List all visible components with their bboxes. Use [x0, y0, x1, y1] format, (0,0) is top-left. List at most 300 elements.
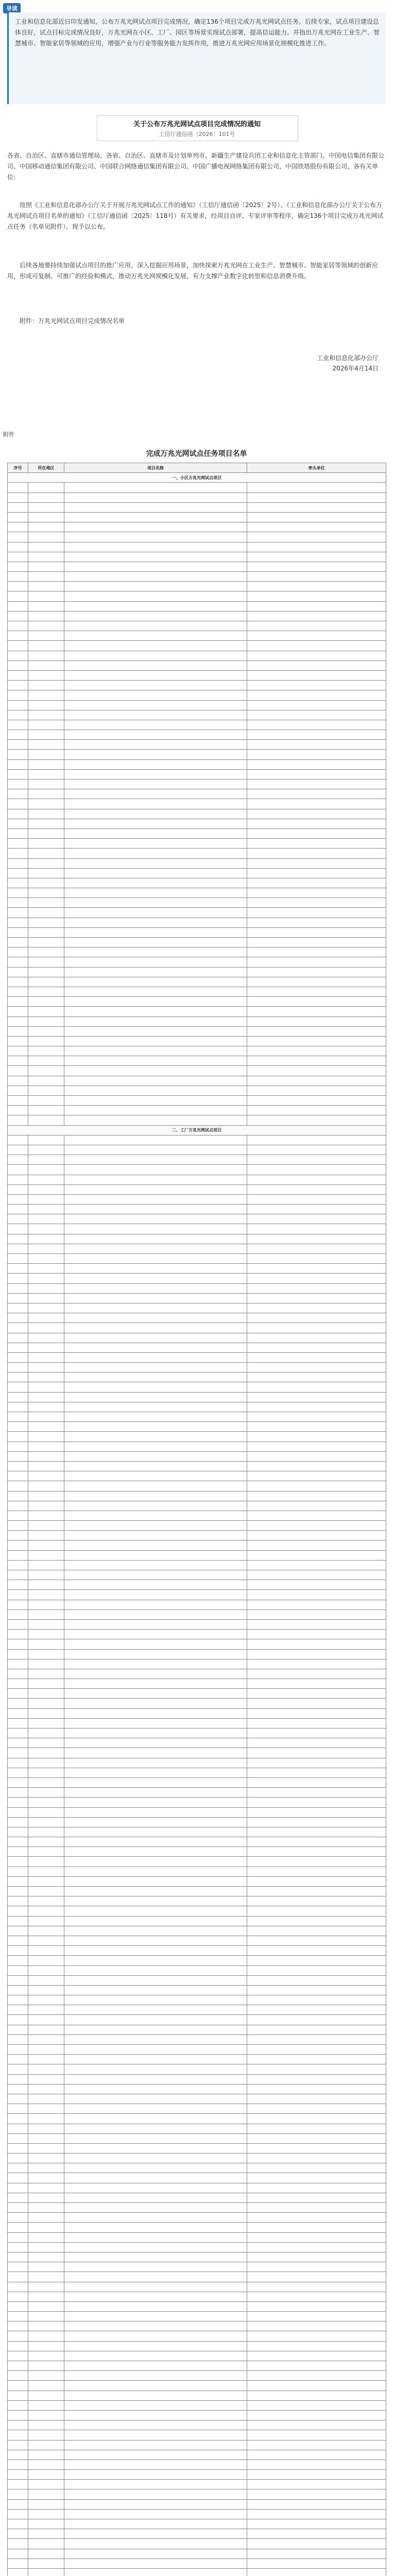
table-cell	[64, 839, 247, 849]
table-cell	[64, 828, 247, 838]
table-cell	[64, 2292, 247, 2301]
table-cell	[8, 878, 28, 888]
table-cell	[8, 2558, 28, 2568]
table-cell	[8, 1718, 28, 1728]
table-cell	[28, 2133, 64, 2143]
table-cell	[8, 2272, 28, 2282]
col-header-index: 序号	[8, 463, 28, 473]
table-row	[8, 1056, 386, 1066]
body-paragraph-2: 后续各地要持续加强试点项目的推广应用，深入挖掘应用场景，加快探索万兆光网在工业生产、智慧城市、智能家居等领域的创新应用，形成可复制、可推广的经验和模式，推动万兆光网规模化发展，有力支撑产业数字化转型和信息消费升级。	[7, 262, 379, 280]
table-cell	[247, 1343, 386, 1352]
table-cell	[8, 670, 28, 680]
table-cell	[8, 1906, 28, 1916]
table-row	[8, 1531, 386, 1540]
table-row	[8, 2480, 386, 2489]
table-cell	[28, 1718, 64, 1728]
table-cell	[8, 2104, 28, 2114]
table-row	[8, 1748, 386, 1758]
table-cell	[8, 1689, 28, 1699]
table-cell	[28, 1748, 64, 1758]
table-cell	[8, 2519, 28, 2529]
table-cell	[28, 908, 64, 918]
table-row	[8, 2529, 386, 2539]
table-row	[8, 2282, 386, 2292]
table-cell	[8, 2420, 28, 2430]
table-cell	[8, 769, 28, 779]
table-cell	[28, 2331, 64, 2341]
table-cell	[64, 681, 247, 690]
table-cell	[247, 720, 386, 730]
table-cell	[28, 839, 64, 849]
table-cell	[247, 1975, 386, 1985]
table-cell	[28, 2381, 64, 2391]
table-cell	[8, 1372, 28, 1382]
table-cell	[247, 1985, 386, 1995]
table-row	[8, 1936, 386, 1945]
table-cell	[64, 591, 247, 601]
table-cell	[8, 1491, 28, 1501]
table-cell	[247, 2015, 386, 2025]
table-cell	[8, 1590, 28, 1600]
table-cell	[28, 522, 64, 532]
table-cell	[64, 2203, 247, 2213]
project-table	[7, 463, 386, 2576]
table-cell	[64, 1965, 247, 1975]
table-cell	[28, 483, 64, 493]
table-cell	[247, 2529, 386, 2539]
table-cell	[28, 1343, 64, 1352]
table-cell	[64, 1649, 247, 1659]
table-cell	[247, 779, 386, 789]
table-cell	[64, 493, 247, 502]
table-row	[8, 2124, 386, 2133]
table-cell	[28, 1708, 64, 1718]
table-cell	[8, 858, 28, 868]
table-cell	[247, 1372, 386, 1382]
table-cell	[64, 1985, 247, 1995]
attachment-label: 附件	[3, 431, 14, 438]
table-cell	[8, 1293, 28, 1303]
table-cell	[8, 710, 28, 720]
table-cell	[8, 1333, 28, 1343]
table-cell	[64, 2381, 247, 2391]
table-cell	[28, 2262, 64, 2272]
table-row	[8, 2321, 386, 2331]
table-row	[8, 1738, 386, 1748]
table-cell	[64, 1313, 247, 1323]
table-cell	[247, 1965, 386, 1975]
table-cell	[28, 878, 64, 888]
table-cell	[8, 908, 28, 918]
table-cell	[247, 1896, 386, 1906]
table-cell	[28, 1619, 64, 1629]
table-cell	[28, 1777, 64, 1787]
table-cell	[28, 2450, 64, 2460]
table-cell	[247, 1066, 386, 1076]
table-cell	[8, 641, 28, 651]
table-cell	[247, 2193, 386, 2202]
table-cell	[64, 2104, 247, 2114]
table-cell	[28, 1372, 64, 1382]
table-cell	[28, 1699, 64, 1708]
table-cell	[28, 2499, 64, 2509]
table-cell	[8, 2045, 28, 2055]
table-cell	[247, 1135, 386, 1145]
table-cell	[28, 1165, 64, 1175]
notice-title: 关于公布万兆光网试点项目完成情况的通知	[133, 121, 261, 128]
table-cell	[8, 1066, 28, 1076]
table-row	[8, 1145, 386, 1155]
table-cell	[28, 1194, 64, 1204]
table-row	[8, 2064, 386, 2074]
table-row	[8, 1679, 386, 1689]
table-row	[8, 621, 386, 631]
table-cell	[64, 888, 247, 898]
table-cell	[247, 1491, 386, 1501]
table-cell	[8, 1936, 28, 1945]
table-cell	[8, 1758, 28, 1768]
table-row	[8, 977, 386, 987]
table-cell	[64, 759, 247, 769]
table-row	[8, 1135, 386, 1145]
table-cell	[28, 1965, 64, 1975]
table-cell	[64, 1115, 247, 1125]
table-row	[8, 2025, 386, 2035]
table-row	[8, 1086, 386, 1095]
table-cell	[247, 1906, 386, 1916]
table-cell	[28, 2084, 64, 2094]
table-cell	[28, 1788, 64, 1798]
table-row	[8, 1580, 386, 1590]
table-row	[8, 1036, 386, 1046]
table-cell	[28, 809, 64, 819]
table-cell	[247, 2371, 386, 2381]
table-row	[8, 1115, 386, 1125]
table-cell	[8, 2509, 28, 2519]
table-cell	[247, 562, 386, 571]
table-cell	[8, 2074, 28, 2084]
table-row	[8, 1016, 386, 1026]
table-cell	[64, 2213, 247, 2223]
table-cell	[64, 542, 247, 552]
table-cell	[247, 1807, 386, 1817]
table-row	[8, 2262, 386, 2272]
table-row	[8, 2193, 386, 2202]
table-cell	[64, 1076, 247, 1086]
table-cell	[8, 2114, 28, 2124]
table-cell	[8, 997, 28, 1007]
table-cell	[64, 611, 247, 621]
table-cell	[247, 2381, 386, 2391]
table-cell	[8, 1481, 28, 1491]
table-cell	[8, 2499, 28, 2509]
table-cell	[64, 1283, 247, 1293]
table-cell	[28, 1857, 64, 1867]
table-cell	[64, 1333, 247, 1343]
table-cell	[8, 1106, 28, 1115]
table-row	[8, 2015, 386, 2025]
table-cell	[64, 809, 247, 819]
table-row	[8, 809, 386, 819]
table-cell	[8, 1857, 28, 1867]
table-row	[8, 1392, 386, 1402]
table-cell	[8, 2015, 28, 2025]
table-cell	[8, 1837, 28, 1847]
table-cell	[247, 700, 386, 710]
table-cell	[247, 1926, 386, 1936]
table-cell	[64, 1777, 247, 1787]
table-cell	[64, 720, 247, 730]
table-row	[8, 1491, 386, 1501]
table-row	[8, 2252, 386, 2262]
table-cell	[64, 2163, 247, 2173]
table-cell	[64, 1501, 247, 1511]
attachment-title: 完成万兆光网试点任务项目名单	[146, 450, 247, 458]
table-row	[8, 1827, 386, 1837]
table-cell	[28, 938, 64, 947]
table-row	[8, 1194, 386, 1204]
table-cell	[28, 2163, 64, 2173]
table-cell	[28, 858, 64, 868]
table-cell	[64, 2312, 247, 2321]
attachment-sheet	[7, 443, 386, 2576]
table-cell	[8, 1313, 28, 1323]
table-cell	[8, 977, 28, 987]
table-cell	[247, 1392, 386, 1402]
table-cell	[28, 2351, 64, 2361]
table-cell	[8, 2568, 28, 2576]
table-cell	[64, 1827, 247, 1837]
table-cell	[247, 2173, 386, 2183]
table-row	[8, 1333, 386, 1343]
table-cell	[64, 2232, 247, 2242]
table-row	[8, 2331, 386, 2341]
table-cell	[247, 878, 386, 888]
table-cell	[64, 2064, 247, 2074]
table-cell	[28, 1580, 64, 1590]
table-row	[8, 1689, 386, 1699]
table-row	[8, 2440, 386, 2450]
table-cell	[8, 572, 28, 582]
table-cell	[64, 1758, 247, 1768]
table-cell	[247, 1382, 386, 1392]
table-row	[8, 2361, 386, 2371]
table-cell	[64, 1550, 247, 1560]
table-cell	[8, 868, 28, 878]
table-row	[8, 2489, 386, 2499]
table-cell	[247, 828, 386, 838]
table-cell	[247, 2154, 386, 2163]
table-cell	[28, 1807, 64, 1817]
table-cell	[64, 660, 247, 670]
table-cell	[8, 1303, 28, 1313]
table-cell	[247, 542, 386, 552]
table-cell	[247, 918, 386, 927]
table-cell	[8, 611, 28, 621]
section-row	[8, 473, 386, 483]
table-cell	[28, 1026, 64, 1036]
table-cell	[8, 1155, 28, 1165]
table-row	[8, 1718, 386, 1728]
table-cell	[247, 1016, 386, 1026]
table-cell	[247, 849, 386, 858]
table-row	[8, 997, 386, 1007]
table-cell	[64, 1906, 247, 1916]
table-cell	[8, 2529, 28, 2539]
table-cell	[64, 572, 247, 582]
table-row	[8, 1807, 386, 1817]
table-cell	[8, 2084, 28, 2094]
table-cell	[28, 1046, 64, 1056]
table-cell	[28, 1491, 64, 1501]
table-row	[8, 572, 386, 582]
table-body	[8, 473, 386, 2576]
table-cell	[247, 2232, 386, 2242]
table-cell	[8, 2262, 28, 2272]
table-cell	[247, 1788, 386, 1798]
table-cell	[247, 2509, 386, 2519]
table-row	[8, 839, 386, 849]
table-cell	[8, 1096, 28, 1106]
table-cell	[8, 1867, 28, 1876]
table-cell	[8, 1876, 28, 1886]
table-cell	[28, 2391, 64, 2400]
table-cell	[28, 2045, 64, 2055]
table-cell	[247, 601, 386, 611]
table-cell	[28, 1283, 64, 1293]
table-row	[8, 1066, 386, 1076]
table-cell	[8, 947, 28, 957]
table-cell	[28, 1333, 64, 1343]
table-cell	[28, 1817, 64, 1827]
table-row	[8, 1372, 386, 1382]
table-cell	[8, 938, 28, 947]
table-cell	[64, 2499, 247, 2509]
table-cell	[64, 2025, 247, 2035]
table-cell	[28, 2549, 64, 2558]
table-cell	[8, 2361, 28, 2371]
table-cell	[64, 483, 247, 493]
table-cell	[28, 1916, 64, 1926]
table-row	[8, 1540, 386, 1550]
table-cell	[8, 1679, 28, 1689]
table-row	[8, 1926, 386, 1936]
table-row	[8, 918, 386, 927]
table-cell	[8, 1630, 28, 1639]
table-cell	[247, 532, 386, 542]
table-cell	[247, 1175, 386, 1184]
table-cell	[64, 631, 247, 641]
table-cell	[64, 1372, 247, 1382]
table-cell	[247, 2124, 386, 2133]
table-cell	[8, 1363, 28, 1372]
table-cell	[28, 1076, 64, 1086]
table-cell	[247, 1570, 386, 1580]
table-cell	[8, 1768, 28, 1777]
table-row	[8, 799, 386, 809]
table-cell	[247, 1471, 386, 1481]
table-cell	[8, 1165, 28, 1175]
body-paragraph-1: 按照《工业和信息化部办公厅关于开展万兆光网试点工作的通知》（工信厅通信函〔2025〕2号）、《工业和信息化部办公厅关于公布万兆光网试点项目名单的通知》（工信厅通信函〔2025〕118号）有关要求，经项目自评、专家评审等程序，确定136个项目完成万兆光网试点任务（名单见附件）。现予以公布。	[7, 201, 384, 230]
table-cell	[8, 1254, 28, 1264]
table-cell	[8, 2301, 28, 2311]
table-cell	[64, 2450, 247, 2460]
table-cell	[247, 1214, 386, 1224]
table-cell	[247, 2499, 386, 2509]
table-cell	[8, 2025, 28, 2035]
table-cell	[64, 2371, 247, 2381]
table-cell	[8, 483, 28, 493]
table-cell	[64, 2124, 247, 2133]
table-cell	[247, 2450, 386, 2460]
table-cell	[8, 1007, 28, 1016]
table-cell	[28, 1847, 64, 1857]
table-cell	[8, 2055, 28, 2064]
table-row	[8, 2232, 386, 2242]
table-cell	[8, 1798, 28, 1807]
table-cell	[8, 1965, 28, 1975]
table-cell	[247, 1511, 386, 1520]
table-cell	[64, 2173, 247, 2183]
table-row	[8, 2351, 386, 2361]
table-cell	[28, 660, 64, 670]
table-row	[8, 2183, 386, 2193]
table-cell	[64, 670, 247, 680]
table-cell	[64, 849, 247, 858]
table-cell	[247, 759, 386, 769]
table-cell	[64, 1531, 247, 1540]
table-cell	[28, 1659, 64, 1669]
table-cell	[8, 2005, 28, 2015]
table-cell	[8, 1382, 28, 1392]
table-cell	[247, 1194, 386, 1204]
table-cell	[8, 2252, 28, 2262]
table-cell	[28, 681, 64, 690]
table-cell	[247, 670, 386, 680]
table-cell	[64, 2341, 247, 2351]
table-row	[8, 562, 386, 571]
table-cell	[28, 1264, 64, 1274]
table-cell	[28, 2568, 64, 2576]
table-cell	[8, 582, 28, 591]
table-cell	[28, 1630, 64, 1639]
table-cell	[8, 809, 28, 819]
table-cell	[8, 2124, 28, 2133]
table-cell	[8, 1728, 28, 1738]
table-cell	[64, 1817, 247, 1827]
table-cell	[28, 1432, 64, 1442]
table-cell	[64, 2568, 247, 2576]
table-cell	[28, 1323, 64, 1333]
table-cell	[64, 2045, 247, 2055]
table-cell	[8, 849, 28, 858]
table-cell	[28, 779, 64, 789]
table-cell	[28, 789, 64, 799]
table-cell	[247, 1145, 386, 1155]
table-cell	[64, 2549, 247, 2558]
attachment-note: 附件：万兆光网试点项目完成情况名单	[20, 317, 125, 325]
table-cell	[247, 938, 386, 947]
table-cell	[64, 1135, 247, 1145]
table-cell	[8, 918, 28, 927]
table-cell	[8, 1807, 28, 1817]
table-cell	[64, 1876, 247, 1886]
table-cell	[247, 1837, 386, 1847]
table-cell	[64, 552, 247, 562]
table-cell	[28, 1481, 64, 1491]
table-cell	[8, 1550, 28, 1560]
table-row	[8, 1985, 386, 1995]
